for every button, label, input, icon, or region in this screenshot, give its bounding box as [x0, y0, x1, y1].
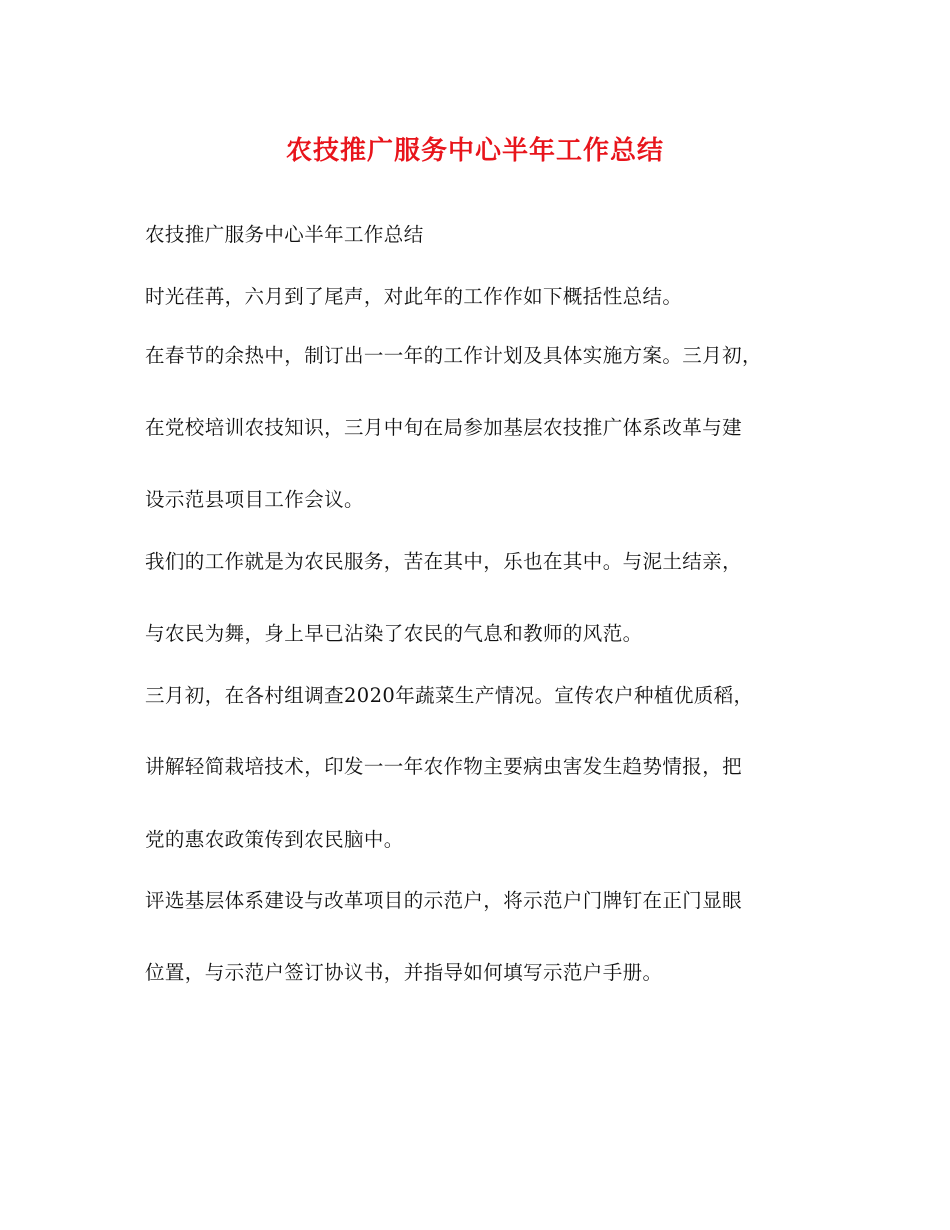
- paragraph-line: 在党校培训农技知识，三月中旬在局参加基层农技推广体系改革与建: [145, 416, 743, 439]
- paragraph-line: 在春节的余热中，制订出一一年的工作计划及具体实施方案。三月初，: [145, 344, 762, 367]
- paragraph-line: 位置，与示范户签订协议书，并指导如何填写示范户手册。: [145, 961, 663, 984]
- paragraph-line: 设示范县项目工作会议。: [145, 488, 364, 511]
- paragraph-line: 农技推广服务中心半年工作总结: [145, 223, 424, 246]
- document-title: 农技推广服务中心半年工作总结: [285, 136, 664, 166]
- paragraph-line: 党的惠农政策传到农民脑中。: [145, 828, 404, 851]
- paragraph-line: 讲解轻简栽培技术，印发一一年农作物主要病虫害发生趋势情报，把: [145, 755, 743, 778]
- paragraph-line: 我们的工作就是为农民服务，苦在其中，乐也在其中。与泥土结亲，: [145, 550, 743, 573]
- paragraph-line: 评选基层体系建设与改革项目的示范户，将示范户门牌钉在正门显眼: [145, 889, 743, 912]
- paragraph-line: 时光荏苒，六月到了尾声，对此年的工作作如下概括性总结。: [145, 285, 683, 308]
- paragraph-line: 三月初，在各村组调查2020年蔬菜生产情况。宣传农户种植优质稻，: [145, 684, 754, 707]
- paragraph-line: 与农民为舞，身上早已沾染了农民的气息和教师的风范。: [145, 622, 643, 645]
